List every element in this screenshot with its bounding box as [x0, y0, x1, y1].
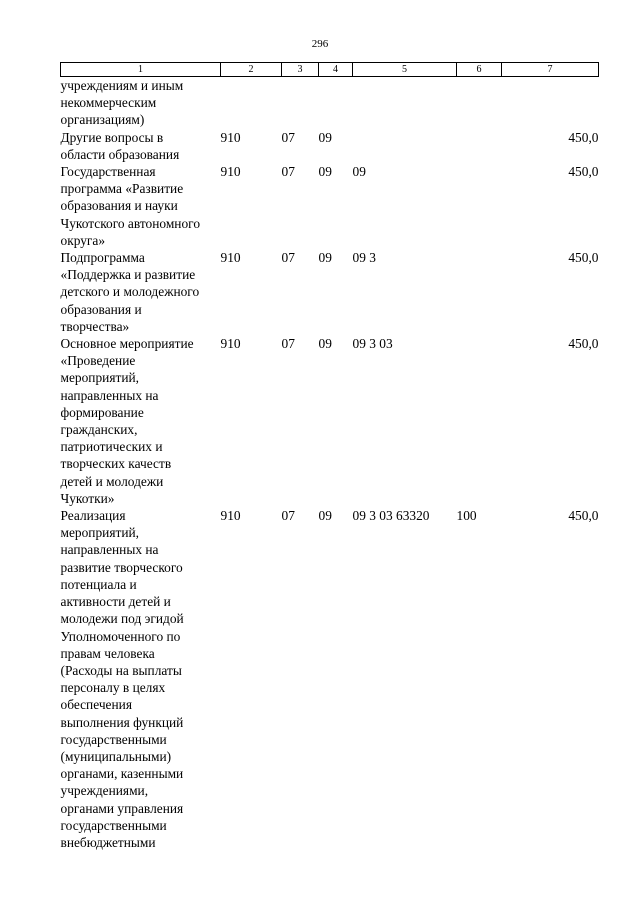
row-code-target	[353, 129, 457, 163]
row-code-expense-type	[457, 249, 502, 335]
header-col-6: 6	[457, 63, 502, 77]
row-amount: 450,0	[568, 336, 599, 352]
row-code-section: 07	[281, 508, 295, 524]
page-number: 296	[311, 38, 329, 50]
row-name-line: Чукотского автономного	[60, 215, 201, 231]
row-name-line: «Поддержка и развитие	[60, 267, 196, 283]
row-name-line: Государственная	[60, 164, 156, 180]
row-code-ministry: 910	[220, 336, 241, 352]
row-code-expense-type	[457, 163, 502, 249]
row-name-line: государственными	[60, 731, 167, 747]
row-name-line: области образования	[60, 146, 180, 162]
row-code-subsection: 09	[318, 336, 332, 352]
row-amount: 450,0	[568, 508, 599, 524]
row-code-expense-type	[457, 335, 502, 507]
row-code-target	[353, 77, 457, 129]
row-name-line: активности детей и	[60, 594, 171, 610]
row-code-expense-type	[457, 129, 502, 163]
row-name-line: учреждениям и иным	[60, 78, 184, 93]
row-name-line: формирование	[60, 404, 144, 420]
row-name-line: мероприятий,	[60, 525, 140, 541]
row-code-expense-type: 100	[456, 508, 477, 524]
row-code-section: 07	[281, 336, 295, 352]
row-code-ministry: 910	[220, 250, 241, 266]
row-name-line: образования и	[60, 301, 142, 317]
row-name-line: округа»	[60, 232, 106, 248]
row-code-subsection: 09	[318, 129, 332, 145]
row-name-line: Уполномоченного по	[60, 628, 181, 644]
row-name-line: патриотических и	[60, 439, 163, 455]
row-code-target: 09 3 03 63320	[352, 508, 430, 524]
row-name-line: организациям)	[60, 112, 145, 128]
row-name-line: молодежи под эгидой	[60, 611, 184, 627]
row-name-line: некоммерческим	[60, 95, 157, 111]
header-col-7: 7	[502, 63, 599, 77]
table-row	[61, 507, 599, 851]
table-row	[61, 129, 599, 163]
row-name-line: творчества»	[60, 318, 130, 334]
row-code-section: 07	[281, 250, 295, 266]
row-name	[61, 335, 221, 507]
row-name	[61, 507, 221, 851]
budget-table	[60, 62, 599, 851]
row-code-subsection: 09	[318, 508, 332, 524]
header-col-1: 1	[61, 63, 221, 77]
row-name-line: мероприятий,	[60, 370, 140, 386]
row-code-section	[282, 77, 319, 129]
row-name-line: органами, казенными	[60, 766, 184, 782]
row-name	[61, 163, 221, 249]
row-name-line: персоналу в целях	[60, 680, 166, 696]
row-code-subsection: 09	[318, 164, 332, 180]
row-name-line: развитие творческого	[60, 559, 183, 575]
row-name	[61, 77, 221, 129]
row-amount: 450,0	[568, 164, 599, 180]
row-code-ministry	[221, 77, 282, 129]
table-row	[61, 335, 599, 507]
row-name-line: детского и молодежного	[60, 284, 200, 300]
row-name-line: «Проведение	[60, 353, 136, 369]
row-name-line: образования и науки	[60, 198, 178, 214]
table-row	[61, 163, 599, 249]
row-code-ministry: 910	[220, 129, 241, 145]
row-name-line: (муниципальными)	[60, 748, 172, 764]
row-amount: 450,0	[568, 250, 599, 266]
row-name	[61, 129, 221, 163]
row-code-expense-type	[457, 77, 502, 129]
row-code-ministry: 910	[220, 508, 241, 524]
row-name-line: органами управления	[60, 800, 184, 816]
row-name-line: обеспечения	[60, 697, 132, 713]
row-name-line: (Расходы на выплаты	[60, 662, 182, 678]
row-code-section: 07	[281, 129, 295, 145]
row-amount	[502, 77, 599, 129]
header-col-5: 5	[353, 63, 457, 77]
row-name-line: направленных на	[60, 387, 159, 403]
row-code-target: 09 3	[352, 250, 376, 266]
row-name	[61, 249, 221, 335]
row-amount: 450,0	[568, 129, 599, 145]
row-name-line: учреждениями,	[60, 783, 149, 799]
row-name-line: творческих качеств	[60, 456, 172, 472]
header-row	[61, 63, 599, 77]
header-col-3: 3	[282, 63, 319, 77]
row-name-line: внебюджетными	[60, 834, 156, 850]
row-code-target: 09 3 03	[352, 336, 393, 352]
row-name-line: выполнения функций	[60, 714, 184, 730]
header-col-2: 2	[221, 63, 282, 77]
row-code-subsection	[319, 77, 353, 129]
row-name-line: Чукотки»	[60, 490, 115, 506]
row-name-line: гражданских,	[60, 422, 138, 438]
row-name-line: Другие вопросы в	[60, 129, 164, 145]
row-name-line: Основное мероприятие	[60, 336, 194, 352]
row-name-line: Реализация	[60, 508, 126, 524]
row-name-line: направленных на	[60, 542, 159, 558]
header-col-4: 4	[319, 63, 353, 77]
row-code-ministry: 910	[220, 164, 241, 180]
row-name-line: детей и молодежи	[60, 473, 164, 489]
table-row	[61, 77, 599, 129]
row-name-line: Подпрограмма	[60, 250, 145, 266]
row-name-line: потенциала и	[60, 576, 137, 592]
row-code-section: 07	[281, 164, 295, 180]
row-name-line: государственными	[60, 817, 167, 833]
row-code-target: 09	[352, 164, 366, 180]
row-name-line: правам человека	[60, 645, 155, 661]
row-code-subsection: 09	[318, 250, 332, 266]
row-name-line: программа «Развитие	[60, 181, 184, 197]
table-row	[61, 249, 599, 335]
